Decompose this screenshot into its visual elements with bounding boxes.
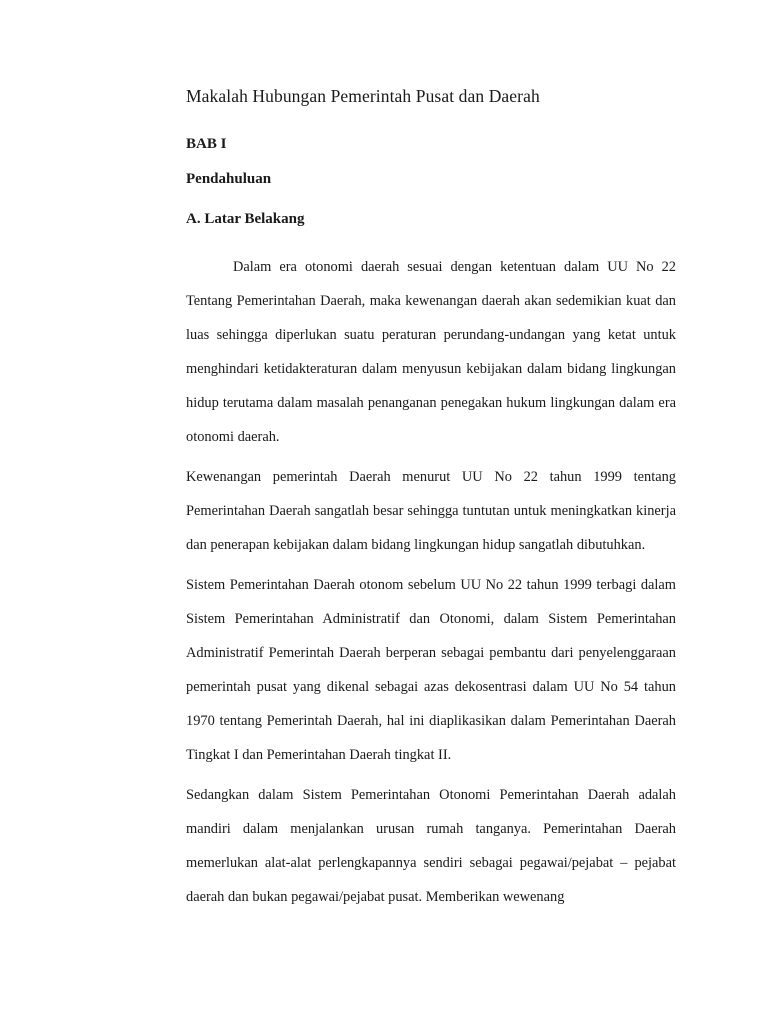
paragraph: Sedangkan dalam Sistem Pemerintahan Otonomi Pemerintahan Daerah adalah mandiri dalam menjalankan urusan rumah tanganya. Pemerintahan Daerah memerlukan alat-alat perlengkapannya sendiri sebagai pegawai/pejabat – pejabat daerah dan bukan pegawai/pejabat pusat. Memberikan wewenang <box>186 787 676 905</box>
document-title: Makalah Hubungan Pemerintah Pusat dan Daerah <box>186 86 540 106</box>
chapter-label: BAB I <box>186 136 227 152</box>
paragraph: Dalam era otonomi daerah sesuai dengan ketentuan dalam UU No 22 Tentang Pemerintahan Daerah, maka kewenangan daerah akan sedemikian kuat dan luas sehingga diperlukan suatu peraturan perundang-undangan yang ketat untuk menghindari ketidakteraturan dalam menyusun kebijakan dalam bidang lingkungan hidup terutama dalam masalah penanganan penegakan hukum lingkungan dalam era otonomi daerah. <box>186 259 676 445</box>
chapter-title: Pendahuluan <box>186 171 272 187</box>
paragraph: Sistem Pemerintahan Daerah otonom sebelum UU No 22 tahun 1999 terbagi dalam Sistem Pemerintahan Administratif dan Otonomi, dalam Sistem Pemerintahan Administratif Pemerintah Daerah berperan sebagai pembantu dari penyelenggaraan pemerintah pusat yang dikenal sebagai azas dekosentrasi dalam UU No 54 tahun 1970 tentang Pemerintah Daerah, hal ini diaplikasikan dalam Pemerintahan Daerah Tingkat I dan Pemerintahan Daerah tingkat II. <box>186 577 676 763</box>
paragraph: Kewenangan pemerintah Daerah menurut UU No 22 tahun 1999 tentang Pemerintahan Daerah sangatlah besar sehingga tuntutan untuk meningkatkan kinerja dan penerapan kebijakan dalam bidang lingkungan hidup sangatlah dibutuhkan. <box>186 469 676 553</box>
body-text <box>186 250 676 914</box>
section-title: A. Latar Belakang <box>186 211 305 227</box>
